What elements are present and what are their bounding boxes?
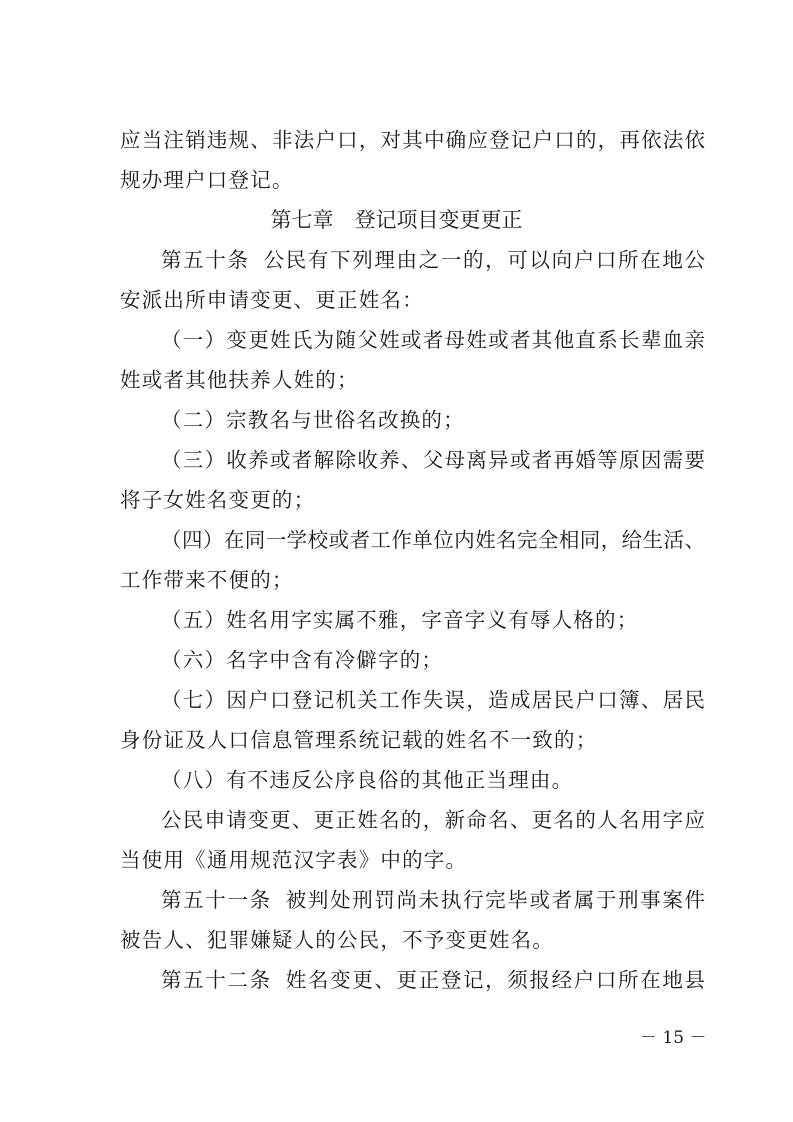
name-paragraph-line: 公民申请变更、更正姓名的，新命名、更名的人名用字应 [161, 808, 705, 832]
chapter-title: 第七章 登记项目变更更正 [270, 208, 523, 232]
article-52-number: 第五十二条 [161, 968, 272, 992]
article-51-line [161, 880, 705, 920]
body-text-line: 应当注销违规、非法户口，对其中确应登记户口的，再依法依 [120, 128, 705, 152]
article-52-text: 姓名变更、更正登记，须报经户口所在地县 [285, 968, 706, 992]
list-item-1: （一）变更姓氏为随父姓或者母姓或者其他直系长辈血亲 [161, 328, 705, 352]
list-item-3-cont: 将子女姓名变更的； [120, 488, 316, 512]
page-number: － 15 － [640, 1028, 707, 1048]
article-50-line [161, 240, 705, 280]
list-item-4-cont: 工作带来不便的； [120, 568, 294, 592]
list-item-5: （五）姓名用字实属不雅，字音字义有辱人格的； [161, 608, 639, 632]
list-item-6: （六）名字中含有冷僻字的； [161, 648, 444, 672]
list-item-7-cont: 身份证及人口信息管理系统记载的姓名不一致的； [120, 728, 598, 752]
article-51-number: 第五十一条 [161, 888, 272, 912]
list-item-2: （二）宗教名与世俗名改换的； [161, 408, 465, 432]
list-item-8: （八）有不违反公序良俗的其他正当理由。 [161, 768, 574, 792]
list-item-1-cont: 姓或者其他扶养人姓的； [120, 368, 359, 392]
article-52-line [161, 960, 705, 1000]
list-item-3: （三）收养或者解除收养、父母离异或者再婚等原因需要 [161, 448, 705, 472]
article-51-text: 被判处刑罚尚未执行完毕或者属于刑事案件 [285, 888, 706, 912]
name-paragraph-line: 当使用《通用规范汉字表》中的字。 [120, 848, 468, 872]
body-text-line: 规办理户口登记。 [120, 168, 294, 192]
list-item-4: （四）在同一学校或者工作单位内姓名完全相同，给生活、 [161, 528, 705, 552]
article-50-number: 第五十条 [161, 248, 250, 272]
article-50-line: 安派出所申请变更、更正姓名： [120, 288, 424, 312]
article-51-line: 被告人、犯罪嫌疑人的公民，不予变更姓名。 [120, 928, 554, 952]
list-item-7: （七）因户口登记机关工作失误，造成居民户口簿、居民 [161, 688, 705, 712]
article-50-text: 公民有下列理由之一的，可以向户口所在地公 [263, 248, 705, 272]
